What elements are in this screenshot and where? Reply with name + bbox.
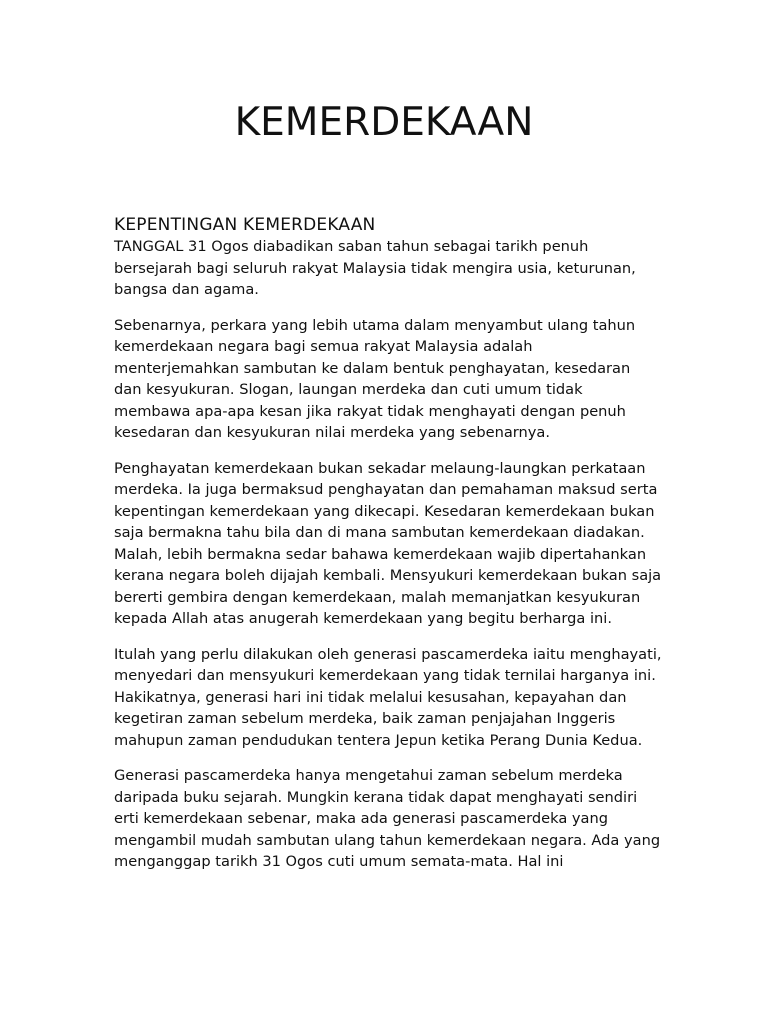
paragraph: Sebenarnya, perkara yang lebih utama dalam menyambut ulang tahun kemerdekaan negara bagi semua rakyat Malaysia adalah menterjemahkan sambutan ke dalam bentuk penghayatan, kesedaran dan kesyukuran. Slogan, laungan merdeka dan cuti umum tidak membawa apa-apa kesan jika rakyat tidak menghayati dengan penuh kesedaran dan kesyukuran nilai merdeka yang sebenarnya. bbox=[114, 316, 636, 441]
document-body bbox=[114, 214, 662, 887]
document-title: KEMERDEKAAN bbox=[234, 100, 534, 145]
section-heading: KEPENTINGAN KEMERDEKAAN bbox=[114, 215, 376, 235]
paragraph: TANGGAL 31 Ogos diabadikan saban tahun sebagai tarikh penuh bersejarah bagi seluruh rakyat Malaysia tidak mengira usia, keturunan, bangsa dan agama. bbox=[114, 238, 636, 298]
paragraph: Generasi pascamerdeka hanya mengetahui zaman sebelum merdeka daripada buku sejarah. Mungkin kerana tidak dapat menghayati sendiri erti kemerdekaan sebenar, maka ada generasi pascamerdeka yang mengambil mudah sambutan ulang tahun kemerdekaan negara. Ada yang menganggap tarikh 31 Ogos cuti umum semata-mata. Hal ini bbox=[114, 767, 661, 870]
paragraph: Penghayatan kemerdekaan bukan sekadar melaung-laungkan perkataan merdeka. Ia juga bermaksud penghayatan dan pemahaman maksud serta kepentingan kemerdekaan yang dikecapi. Kesedaran kemerdekaan bukan saja bermakna tahu bila dan di mana sambutan kemerdekaan diadakan. Malah, lebih bermakna sedar bahawa kemerdekaan wajib dipertahankan kerana negara boleh dijajah kembali. Mensyukuri kemerdekaan bukan saja bererti gembira dengan kemerdekaan, malah memanjatkan kesyukuran kepada Allah atas anugerah kemerdekaan yang begitu berharga ini. bbox=[114, 459, 662, 627]
paragraph: Itulah yang perlu dilakukan oleh generasi pascamerdeka iaitu menghayati, menyedari dan mensyukuri kemerdekaan yang tidak ternilai harganya ini. Hakikatnya, generasi hari ini tidak melalui kesusahan, kepayahan dan kegetiran zaman sebelum merdeka, baik zaman penjajahan Inggeris mahupun zaman pendudukan tentera Jepun ketika Perang Dunia Kedua. bbox=[114, 645, 662, 749]
